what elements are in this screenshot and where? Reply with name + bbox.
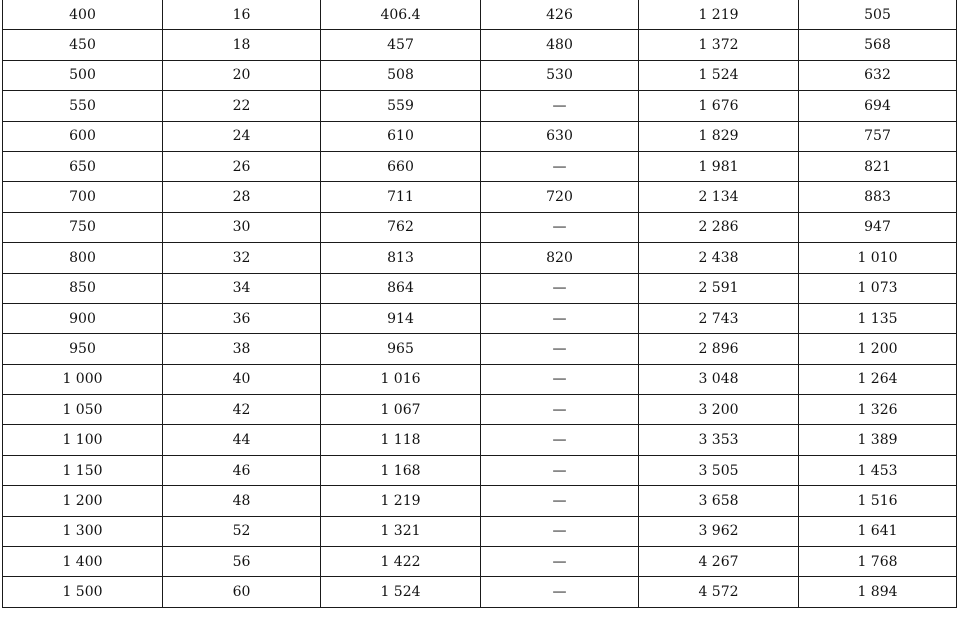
table-cell: 46 — [163, 455, 321, 485]
table-row — [3, 60, 957, 90]
table-cell: 883 — [799, 182, 957, 212]
table-cell: 18 — [163, 30, 321, 60]
table-row — [3, 91, 957, 121]
table-cell: — — [481, 212, 639, 242]
table-cell: 457 — [321, 30, 481, 60]
table-cell: 36 — [163, 303, 321, 333]
table-cell: 1 300 — [3, 516, 163, 546]
table-cell: — — [481, 547, 639, 577]
table-cell: — — [481, 334, 639, 364]
table-cell: 1 894 — [799, 577, 957, 607]
table-body — [3, 0, 957, 607]
table-cell: 700 — [3, 182, 163, 212]
table-cell: 2 286 — [639, 212, 799, 242]
table-cell: 1 150 — [3, 455, 163, 485]
table-cell: 1 118 — [321, 425, 481, 455]
table-cell: 720 — [481, 182, 639, 212]
table-cell: — — [481, 91, 639, 121]
table-cell: 500 — [3, 60, 163, 90]
table-cell: 559 — [321, 91, 481, 121]
table-cell: — — [481, 151, 639, 181]
table-cell: 530 — [481, 60, 639, 90]
table-cell: 1 676 — [639, 91, 799, 121]
table-cell: 1 516 — [799, 486, 957, 516]
table-row — [3, 30, 957, 60]
table-cell: 480 — [481, 30, 639, 60]
table-cell: 1 321 — [321, 516, 481, 546]
table-cell: 1 389 — [799, 425, 957, 455]
data-table — [2, 0, 957, 608]
table-cell: 694 — [799, 91, 957, 121]
table-cell: 1 981 — [639, 151, 799, 181]
table-cell: 1 422 — [321, 547, 481, 577]
table-cell: 34 — [163, 273, 321, 303]
table-cell: 750 — [3, 212, 163, 242]
table-cell: 4 572 — [639, 577, 799, 607]
table-cell: 426 — [481, 0, 639, 30]
table-row — [3, 364, 957, 394]
table-cell: 2 896 — [639, 334, 799, 364]
table-cell: 44 — [163, 425, 321, 455]
table-cell: 3 962 — [639, 516, 799, 546]
table-cell: 1 219 — [321, 486, 481, 516]
table-cell: 1 264 — [799, 364, 957, 394]
table-cell: 821 — [799, 151, 957, 181]
table-row — [3, 486, 957, 516]
table-cell: 1 326 — [799, 395, 957, 425]
table-cell: 38 — [163, 334, 321, 364]
table-row — [3, 425, 957, 455]
table-cell: 32 — [163, 243, 321, 273]
table-cell: 1 010 — [799, 243, 957, 273]
table-cell: 505 — [799, 0, 957, 30]
table-cell: 1 067 — [321, 395, 481, 425]
table-cell: 965 — [321, 334, 481, 364]
table-cell: 48 — [163, 486, 321, 516]
table-cell: 2 591 — [639, 273, 799, 303]
table-cell: 1 200 — [3, 486, 163, 516]
table-cell: 1 073 — [799, 273, 957, 303]
table-cell: 42 — [163, 395, 321, 425]
table-cell: 1 641 — [799, 516, 957, 546]
table-cell: 1 135 — [799, 303, 957, 333]
table-row — [3, 455, 957, 485]
table-cell: 1 500 — [3, 577, 163, 607]
table-row — [3, 303, 957, 333]
table-cell: 1 768 — [799, 547, 957, 577]
table-cell: 3 200 — [639, 395, 799, 425]
table-cell: 30 — [163, 212, 321, 242]
table-cell: 406.4 — [321, 0, 481, 30]
table-row — [3, 547, 957, 577]
table-cell: 650 — [3, 151, 163, 181]
table-cell: 450 — [3, 30, 163, 60]
table-row — [3, 212, 957, 242]
table-cell: 508 — [321, 60, 481, 90]
table-cell: 1 016 — [321, 364, 481, 394]
table-cell: — — [481, 273, 639, 303]
table-cell: — — [481, 486, 639, 516]
table-cell: 550 — [3, 91, 163, 121]
table-cell: 800 — [3, 243, 163, 273]
table-cell: 2 134 — [639, 182, 799, 212]
table-cell: 813 — [321, 243, 481, 273]
table-cell: 600 — [3, 121, 163, 151]
table-row — [3, 273, 957, 303]
table-row — [3, 395, 957, 425]
table-cell: 1 219 — [639, 0, 799, 30]
table-cell: — — [481, 364, 639, 394]
table-cell: 757 — [799, 121, 957, 151]
table-cell: 26 — [163, 151, 321, 181]
table-cell: 1 829 — [639, 121, 799, 151]
table-cell: 2 438 — [639, 243, 799, 273]
table-cell: 3 658 — [639, 486, 799, 516]
table-cell: 568 — [799, 30, 957, 60]
table-cell: 24 — [163, 121, 321, 151]
table-cell: 610 — [321, 121, 481, 151]
table-cell: 20 — [163, 60, 321, 90]
table-cell: 3 505 — [639, 455, 799, 485]
table-cell: — — [481, 455, 639, 485]
table-cell: 947 — [799, 212, 957, 242]
table-cell: 3 353 — [639, 425, 799, 455]
table-cell: 1 372 — [639, 30, 799, 60]
table-cell: 1 050 — [3, 395, 163, 425]
table-cell: 660 — [321, 151, 481, 181]
table-cell: 16 — [163, 0, 321, 30]
table-cell: 900 — [3, 303, 163, 333]
table-cell: 3 048 — [639, 364, 799, 394]
table-cell: 950 — [3, 334, 163, 364]
table-cell: 40 — [163, 364, 321, 394]
table-cell: 28 — [163, 182, 321, 212]
table-cell: 1 524 — [321, 577, 481, 607]
table-cell: 1 000 — [3, 364, 163, 394]
table-cell: 1 453 — [799, 455, 957, 485]
table-cell: 1 400 — [3, 547, 163, 577]
table-cell: — — [481, 577, 639, 607]
table-cell: — — [481, 425, 639, 455]
table-row — [3, 243, 957, 273]
table-cell: 2 743 — [639, 303, 799, 333]
table-row — [3, 121, 957, 151]
table-cell: 632 — [799, 60, 957, 90]
table-row — [3, 151, 957, 181]
table-cell: 820 — [481, 243, 639, 273]
table-cell: 22 — [163, 91, 321, 121]
table-row — [3, 334, 957, 364]
table-cell: 762 — [321, 212, 481, 242]
table-cell: 400 — [3, 0, 163, 30]
table-cell: 711 — [321, 182, 481, 212]
table-cell: 52 — [163, 516, 321, 546]
table-cell: — — [481, 516, 639, 546]
table-row — [3, 516, 957, 546]
table-cell: 850 — [3, 273, 163, 303]
table-cell: 1 100 — [3, 425, 163, 455]
table-cell: 914 — [321, 303, 481, 333]
table-row — [3, 577, 957, 607]
table-cell: 56 — [163, 547, 321, 577]
table-row — [3, 0, 957, 30]
table-cell: 630 — [481, 121, 639, 151]
table-cell: 864 — [321, 273, 481, 303]
table-cell: — — [481, 395, 639, 425]
table-cell: 1 200 — [799, 334, 957, 364]
table-cell: 60 — [163, 577, 321, 607]
table-row — [3, 182, 957, 212]
table-cell: 4 267 — [639, 547, 799, 577]
table-cell: — — [481, 303, 639, 333]
table-cell: 1 524 — [639, 60, 799, 90]
table-cell: 1 168 — [321, 455, 481, 485]
